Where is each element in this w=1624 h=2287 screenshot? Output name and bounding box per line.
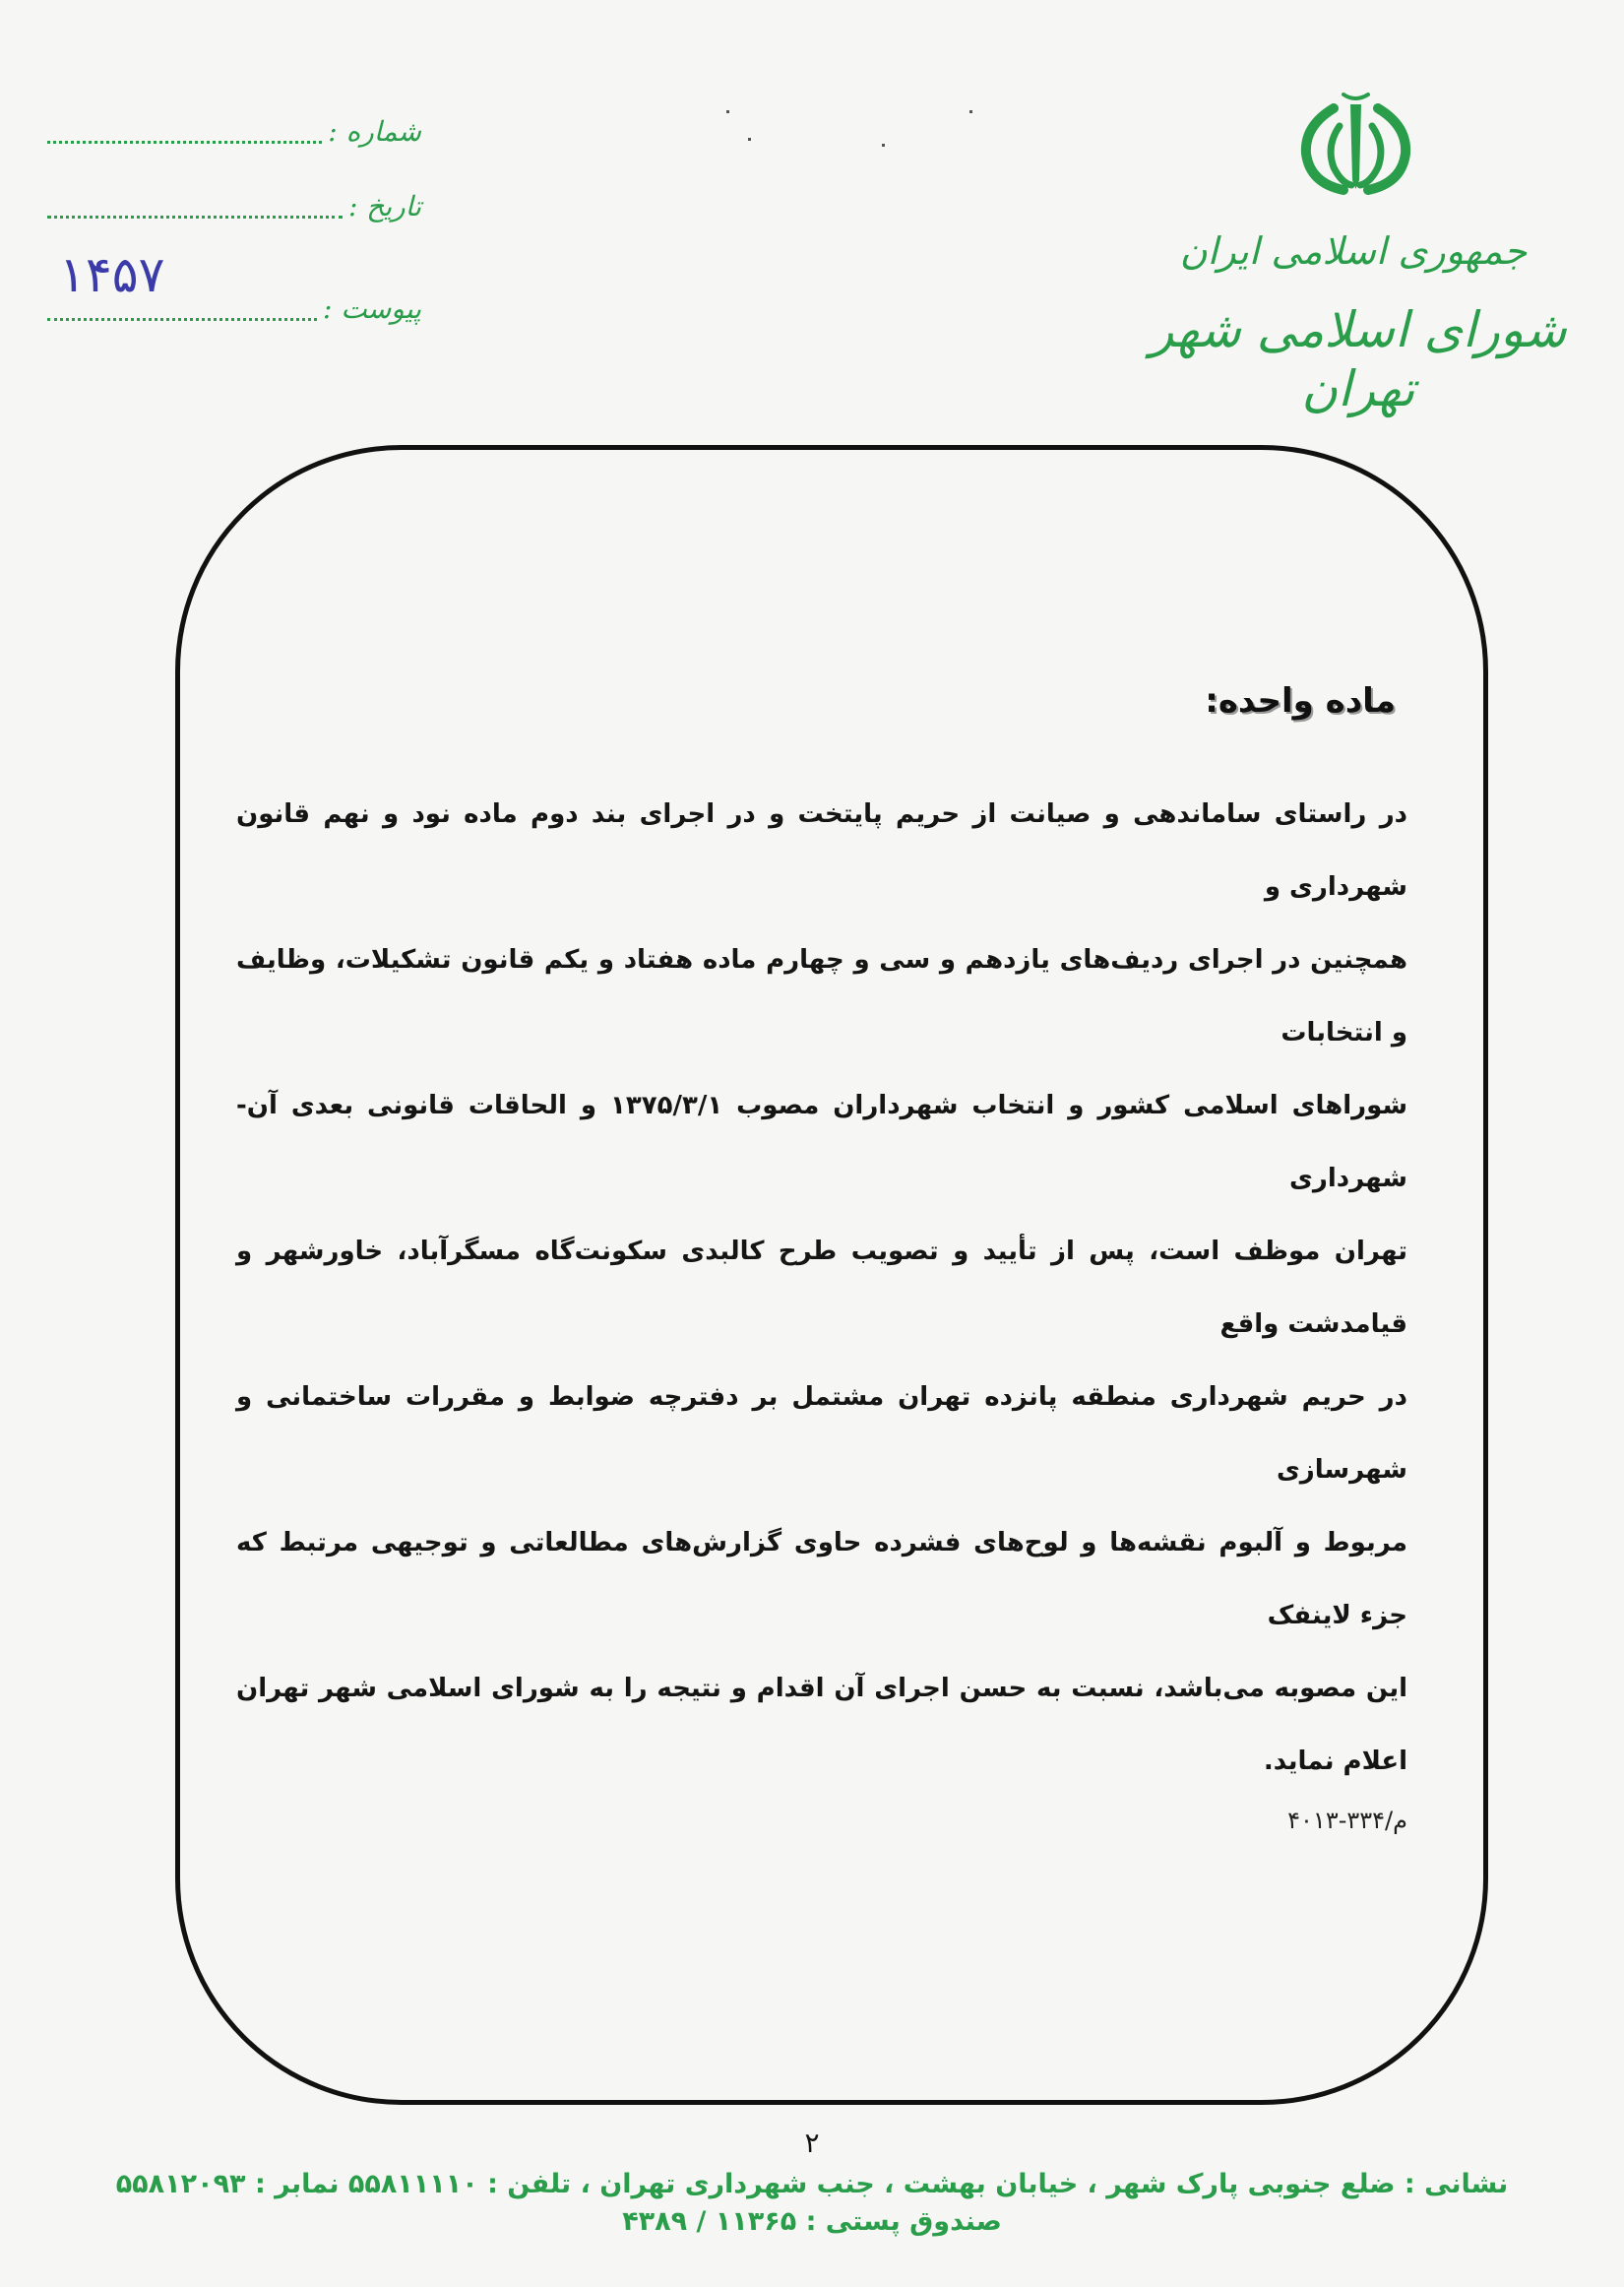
iran-emblem-logo (1294, 87, 1417, 200)
footer-address: نشانی : ضلع جنوبی پارک شهر ، خیابان بهشت ، جنب شهرداری تهران ، تلفن : ۵۵۸۱۱۱۱۰ نمابر : ۵۵۸۱۲۰۹۳ صندوق پستی : ۱۱۳۶۵ / ۴۳۸۹ (115, 2169, 1509, 2237)
text-line: همچنین در اجرای ردیف‌های یازدهم و سی و چهارم ماده هفتاد و یکم قانون تشکیلات، وظایف و انتخابات (236, 945, 1407, 1048)
resolution-text (236, 778, 1407, 1798)
text-line: تهران موظف است، پس از تأیید و تصویب طرح کالبدی سکونت‌گاه مسگرآباد، خاورشهر و قیامدشت واقع (236, 1237, 1407, 1339)
number-field (47, 110, 421, 150)
text-line: این مصوبه می‌باشد، نسبت به حسن اجرای آن اقدام و نتیجه را به شورای اسلامی شهر تهران اعلام نماید. (236, 1674, 1407, 1776)
attachment-handwritten-value: ۱۴۵۷ (59, 246, 165, 303)
text-line: شوراهای اسلامی کشور و انتخاب شهرداران مصوب ۱۳۷۵/۳/۱ و الحاقات قانونی بعدی آن- شهرداری (236, 1091, 1408, 1193)
attachment-label: پیوست : (323, 292, 421, 325)
dotted-line (47, 141, 322, 144)
letterhead-council: شورای اسلامی شهر تهران (1150, 301, 1567, 417)
dotted-line (47, 216, 343, 219)
reference-line (236, 1804, 1407, 1837)
number-label: شماره : (328, 115, 421, 148)
dotted-line (47, 318, 317, 321)
section-heading: ماده واحده: (1205, 681, 1396, 721)
letterhead-country: جمهوری اسلامی ایران (1179, 229, 1528, 273)
text-line: در راستای ساماندهی و صیانت از حریم پایتخت و در اجرای بند دوم ماده نود و نهم قانون شهرداری و (236, 799, 1407, 902)
text-line: در حریم شهرداری منطقه پانزده تهران مشتمل بر دفترچه ضوابط و مقررات ساختمانی و شهرسازی (236, 1382, 1407, 1485)
resolution-content (236, 778, 1407, 1837)
text-line: مربوط و آلبوم نقشه‌ها و لوح‌های فشرده حاوی گزارش‌های مطالعاتی و توجیهی مرتبط که جزء لاینفک (236, 1528, 1407, 1630)
page-number: ۲ (804, 2127, 820, 2159)
date-field (47, 185, 421, 224)
date-label: تاریخ : (347, 190, 421, 222)
reference-number: م/۳۳۴-۴۰۱۳ (1287, 1807, 1407, 1834)
